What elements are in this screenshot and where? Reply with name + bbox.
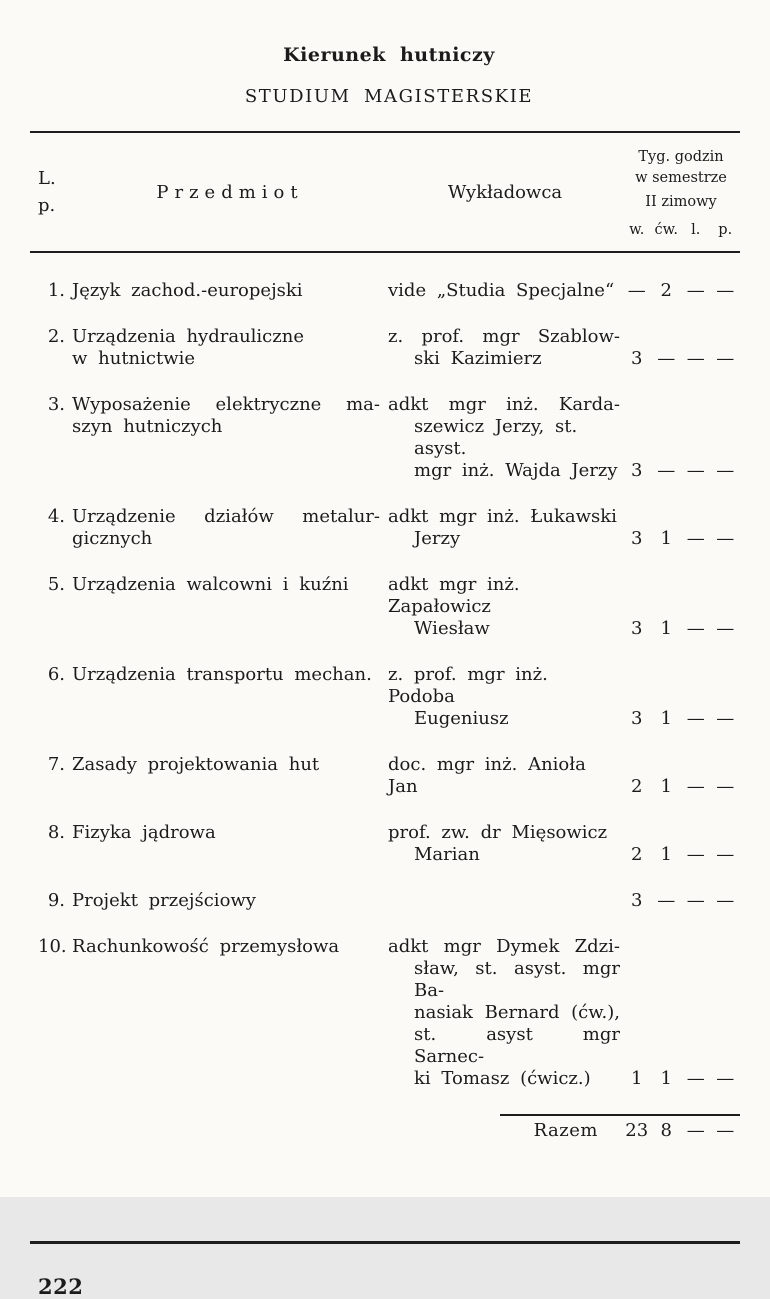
table-row [38,890,740,912]
table-row [38,822,740,866]
total-hours-value: 8 [660,1120,672,1141]
lecturer-cell [388,574,622,640]
subject-cell [72,822,388,866]
hours-value: 1 [660,708,672,729]
total-hours-value: — [686,1120,705,1141]
hours-value: — [686,776,705,797]
lecturer-cell [388,280,622,302]
subject-line: Wyposażenie elektryczne ma- [72,394,380,415]
hours-col-label: p. [718,221,733,238]
subject-cell [72,394,388,482]
table-body [38,280,740,1090]
row-number: 8. [47,822,65,843]
table-row [38,326,740,370]
subject-line: Urządzenie działów metalur- [72,506,380,527]
lecturer-line: szewicz Jerzy, st. asyst. [414,416,578,459]
lecturer-line: nasiak Bernard (ćw.), [414,1002,620,1023]
subject-column-header: Przedmiot [156,181,304,203]
subject-cell [72,754,388,798]
hours-value: 3 [631,528,643,549]
lecturer-line: mgr inż. Wajda Jerzy [414,460,618,481]
hours-value: — [686,844,705,865]
hours-value: — [686,618,705,639]
hours-value: — [716,348,735,369]
hours-cell-group [622,708,740,730]
lecturer-line: adkt mgr inż. Karda- [388,394,620,415]
hours-value: 3 [631,708,643,729]
num-header-line: L. [38,168,56,189]
num-header-line: p. [38,195,56,216]
hours-value: — [716,618,735,639]
lecturer-cell [388,890,622,912]
lecturer-line: z. prof. mgr Szablow- [388,326,620,347]
lecturer-cell [388,326,622,370]
hours-value: 3 [631,890,643,911]
hours-value: 1 [660,844,672,865]
table-header-rule [30,251,740,253]
lecturer-cell [388,822,622,866]
lecturer-line: Jerzy [414,528,461,549]
lecturer-line: doc. mgr inż. Anioła Jan [388,754,586,797]
hours-value: 1 [660,776,672,797]
table-row [38,664,740,730]
hours-cell-group [622,890,740,912]
row-number: 9. [47,890,65,911]
subject-cell [72,280,388,302]
hours-cell-group [622,844,740,866]
subject-line: w hutnictwie [72,348,196,369]
lecturer-line: vide „Studia Specjalne“ [388,280,615,301]
hours-value: — [686,528,705,549]
hours-cell-group [622,618,740,640]
subject-line: Urządzenia hydrauliczne [72,326,304,347]
lecturer-line: ski Kazimierz [414,348,542,369]
num-header [38,165,72,219]
lecturer-cell [388,754,622,798]
lecturer-line: ki Tomasz (ćwicz.) [414,1068,591,1089]
hours-header-line: II zimowy [645,193,717,210]
subject-line: Rachunkowość przemysłowa [72,936,340,957]
hours-value: 1 [631,1068,643,1089]
lecturer-cell [388,394,622,482]
hours-value: 1 [660,618,672,639]
row-number: 10. [38,936,67,957]
hours-value: — [657,460,676,481]
hours-value: 2 [660,280,672,301]
table-row [38,280,740,302]
lecturer-line: sław, st. asyst. mgr Ba- [414,958,620,1001]
row-number: 6. [47,664,65,685]
hours-value: 2 [631,844,643,865]
hours-value: — [657,348,676,369]
row-number: 3. [47,394,65,415]
hours-value: 3 [631,460,643,481]
hours-value: — [716,280,735,301]
subject-line: Urządzenia transportu mechan. [72,664,372,685]
lecturer-line: st. asyst mgr Sarnec- [414,1024,620,1067]
row-number: 5. [47,574,65,595]
hours-col-label: w. [629,221,645,238]
lecturer-line: adkt mgr Dymek Zdzi- [388,936,620,957]
table-header [38,133,740,251]
subject-line: szyn hutniczych [72,416,223,437]
hours-value: — [686,460,705,481]
hours-header-line: w semestrze [635,169,727,186]
hours-value: — [716,844,735,865]
hours-value: — [716,460,735,481]
table-row [38,506,740,550]
total-hours-value: 23 [625,1120,649,1141]
hours-value: 3 [631,618,643,639]
hours-cell-group [622,528,740,550]
lecturer-line: adkt mgr inż. Łukawski [388,506,617,527]
row-number: 2. [47,326,65,347]
total-label: Razem [533,1120,598,1141]
lecturer-line: adkt mgr inż. Zapałowicz [388,574,520,617]
subject-cell [72,506,388,550]
subject-cell [72,574,388,640]
hours-col-label: ćw. [654,221,678,238]
subject-cell [72,664,388,730]
table-row [38,754,740,798]
lecturer-column-header: Wykładowca [447,181,563,203]
hours-value: — [686,890,705,911]
page-number: 222 [38,1274,84,1299]
table-row [38,936,740,1090]
lecturer-cell [388,506,622,550]
hours-value: — [627,280,646,301]
hours-value: — [716,528,735,549]
lecturer-line: Wiesław [414,618,490,639]
hours-column-header [622,133,740,251]
table-row [38,574,740,640]
lecturer-cell [388,664,622,730]
lecturer-line: Marian [414,844,480,865]
page-title: Kierunek hutniczy [283,44,495,66]
hours-value: — [686,348,705,369]
row-number: 4. [47,506,65,527]
subject-line: Projekt przejściowy [72,890,256,911]
hours-value: — [716,776,735,797]
hours-cell-group [622,280,740,302]
hours-value: — [716,708,735,729]
hours-value: 2 [631,776,643,797]
hours-value: 3 [631,348,643,369]
table-row [38,394,740,482]
hours-value: — [686,708,705,729]
hours-value: 1 [660,1068,672,1089]
hours-cell-group [622,776,740,798]
hours-value: — [716,1068,735,1089]
row-number: 1. [47,280,65,301]
hours-header-title [622,147,740,213]
hours-col-label: l. [691,221,701,238]
hours-value: — [686,280,705,301]
hours-value: — [686,1068,705,1089]
row-number: 7. [47,754,65,775]
hours-value: — [716,890,735,911]
hours-cell-group [622,460,740,482]
subject-line: Zasady projektowania hut [72,754,320,775]
lecturer-line: z. prof. mgr inż. Podoba [388,664,548,707]
lecturer-cell [388,936,622,1090]
hours-header-line: Tyg. godzin [638,148,724,165]
page-subtitle: STUDIUM MAGISTERSKIE [244,86,534,107]
total-hours [622,1120,740,1142]
hours-subheader [622,222,740,238]
hours-cell-group [622,1068,740,1090]
lecturer-line: Eugeniusz [414,708,509,729]
total-rule [500,1114,740,1116]
subject-line: Fizyka jądrowa [72,822,216,843]
subject-line: Język zachod.-europejski [72,280,303,301]
hours-cell-group [622,348,740,370]
hours-value: 1 [660,528,672,549]
subject-line: Urządzenia walcowni i kuźni [72,574,349,595]
lecturer-line: prof. zw. dr Mięsowicz [388,822,608,843]
subject-line: gicznych [72,528,153,549]
hours-value: — [657,890,676,911]
total-row [38,1120,740,1142]
total-hours-value: — [716,1120,735,1141]
subject-cell [72,890,388,912]
subject-cell [72,936,388,1090]
subject-cell [72,326,388,370]
page-bottom-rule [30,1241,740,1244]
